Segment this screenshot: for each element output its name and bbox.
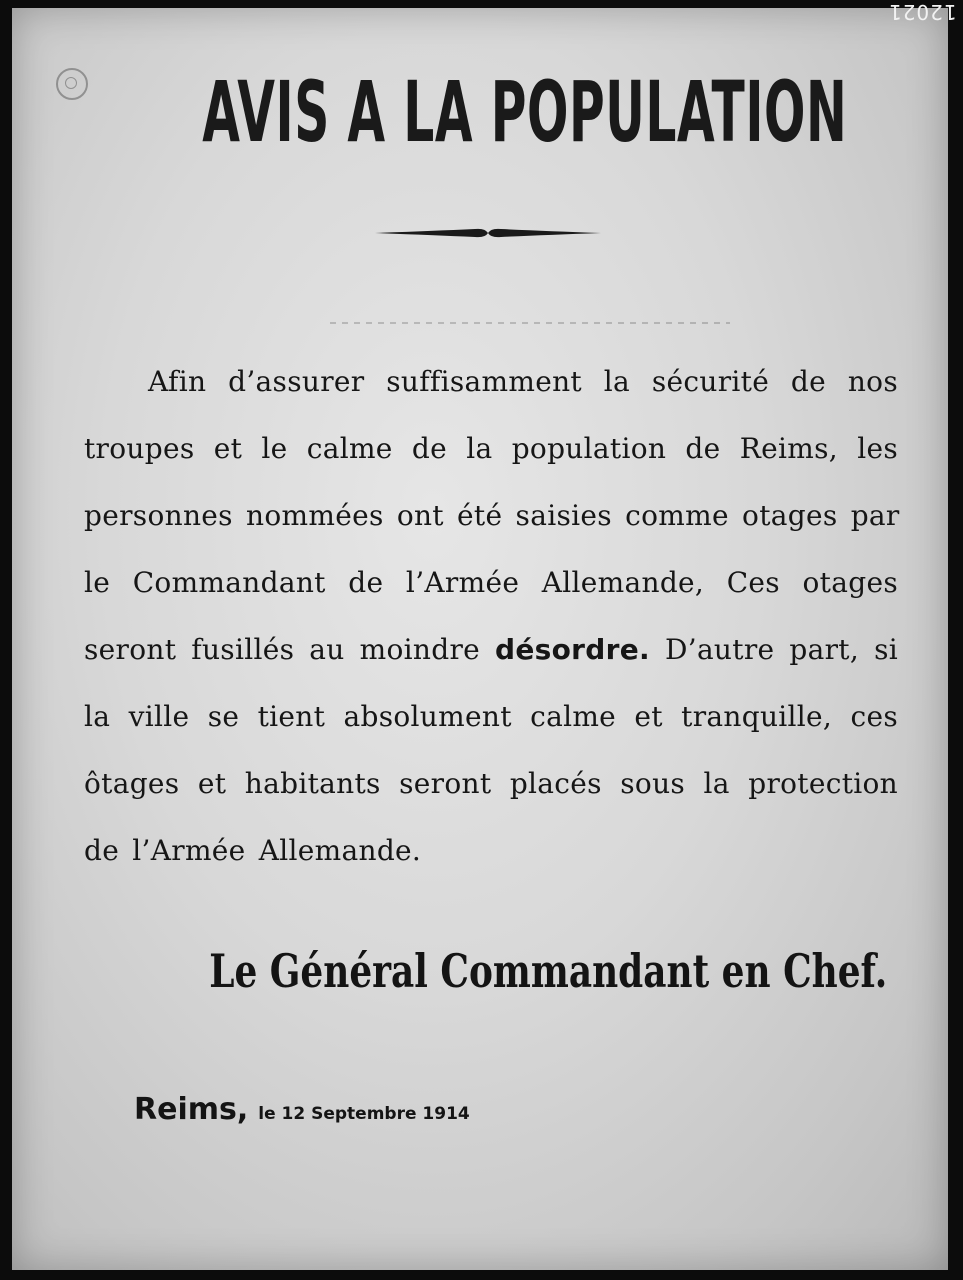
body-text-segment: D’autre part, si [649,633,898,666]
plate-number: 12021 [888,0,957,24]
dateline [134,1092,470,1127]
title-ornament-icon [375,226,601,240]
poster-title: AVIS A LA POPULATION [202,63,848,161]
body-line: Afin d’assurer suffisamment la sécurité de nos [148,365,898,398]
body-line: personnes nommées ont été saisies comme otages par [84,499,900,532]
notice-body [84,348,898,884]
body-line: de l’Armée Allemande. [84,834,422,867]
faint-rule [330,322,730,324]
body-line: ôtages et habitants seront placés sous la protection [84,767,898,800]
body-text-segment: seront fusillés au moindre [84,633,496,666]
body-line: le Commandant de l’Armée Allemande, Ces otages [84,566,898,599]
dateline-date: le 12 Septembre 1914 [258,1104,470,1124]
emphasis-word: désordre. [495,633,650,666]
archive-stamp-icon [56,68,88,100]
dateline-city: Reims, [134,1092,249,1127]
body-line: la ville se tient absolument calme et tranquille, ces [84,700,898,733]
body-line: troupes et le calme de la population de Reims, les [84,432,898,465]
body-line [84,616,898,683]
signature-line: Le Général Commandant en Chef. [209,944,887,998]
